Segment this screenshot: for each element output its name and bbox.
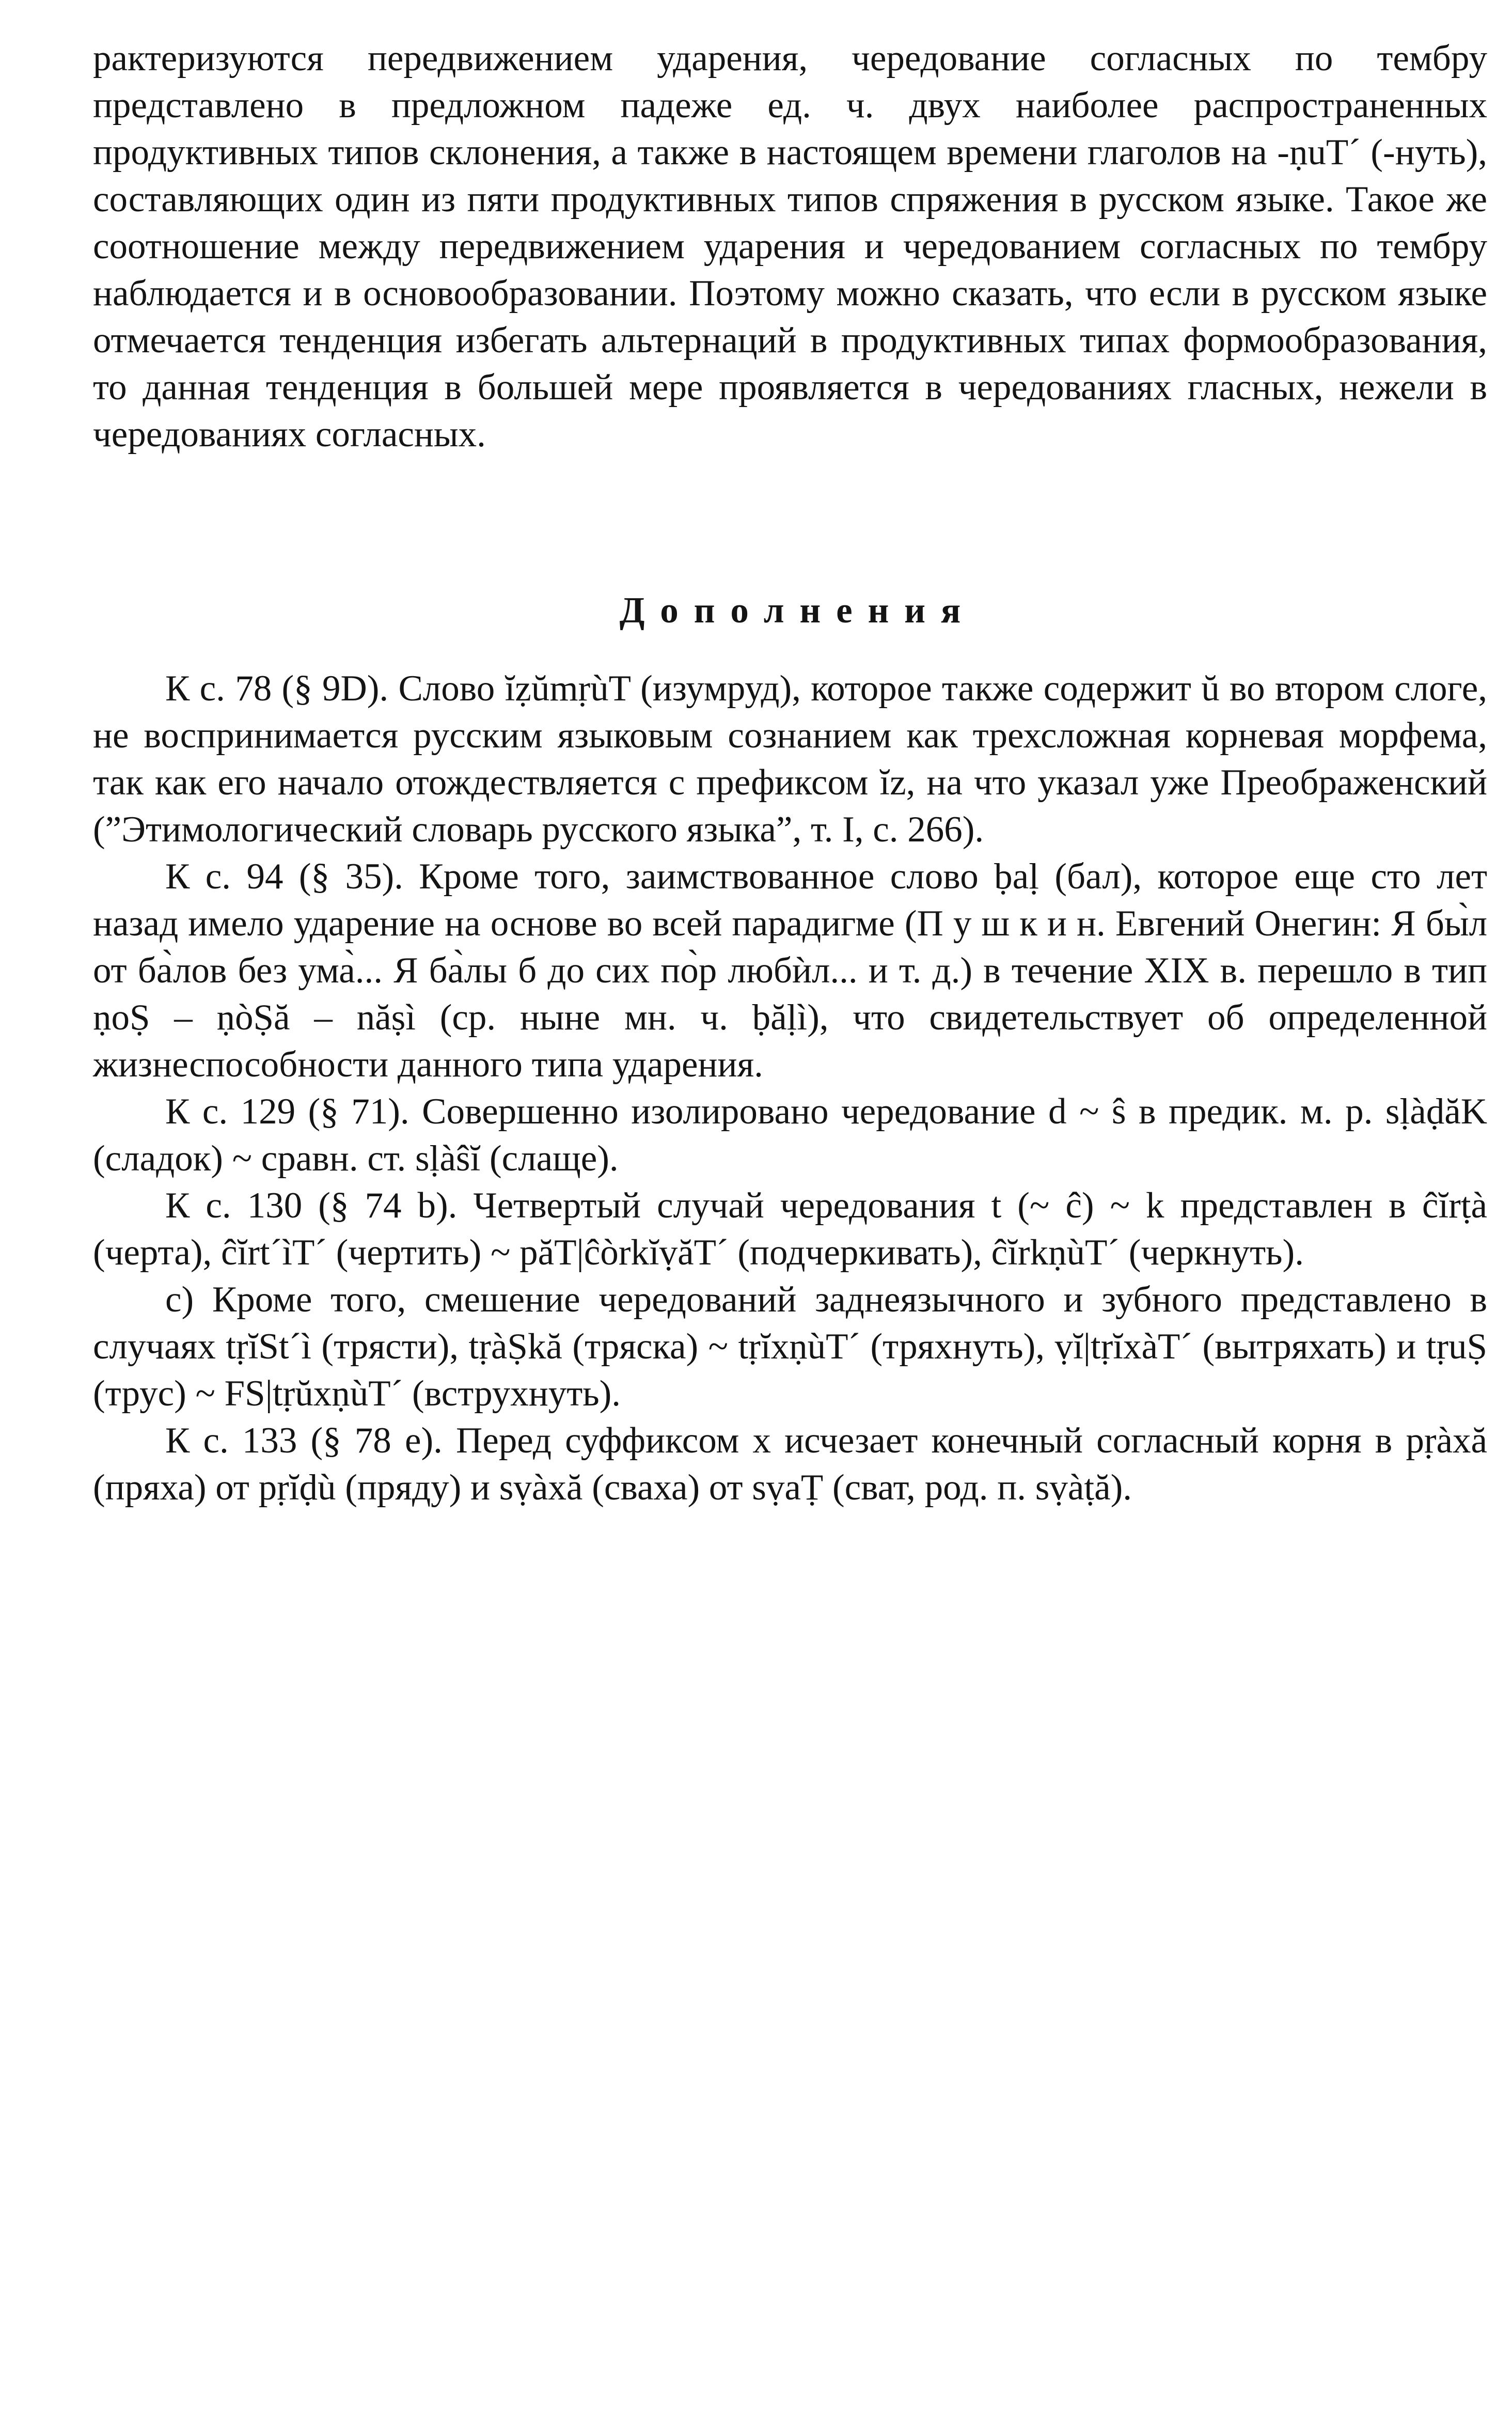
intro-paragraph: рактеризуются передвижением ударения, чередование согласных по тембру представлено в предложном падеже ед. ч. двух наиболее распространенных продуктивных типов склонения, а также в настоящем времени глаголов на -ṇuT´ (-нуть), составляющих один из пяти продуктивных типов спряжения в русском языке. Такое же соотношение между передвижением ударения и чередованием согласных по тембру наблюдается и в основообразовании. Поэтому можно сказать, что если в русском языке отмечается тенденция избегать альтернаций в продуктивных типах формообразования, то данная тенденция в большей мере проявляется в чередованиях гласных, нежели в чередованиях согласных. [93,38,1487,455]
supplement-paragraph-2: К с. 94 (§ 35). Кроме того, заимствованное слово ḅaḷ (бал), которое еще сто лет назад имело ударение на основе во всей парадигме (П у ш к и н. Евгений Онегин: Я бы̀л от ба̀лов без ума̀... Я ба̀лы б до сих по̀р любѝл... и т. д.) в течение XIX в. перешло в тип ṇoṢ – ṇòṢă – năṣì (ср. ныне мн. ч. ḅăḷì), что свидетельствует об определенной жизнеспособности данного типа ударения. [93,856,1487,1085]
supplement-paragraph-3: К с. 129 (§ 71). Совершенно изолировано чередование d ~ ŝ в предик. м. р. sḷàḍăK (сладок) ~ сравн. ст. sḷàŝĭ (слаще). [93,1091,1487,1179]
document-page [93,35,1487,1511]
supplements-section [93,665,1487,1511]
supplement-paragraph-1: К с. 78 (§ 9D). Слово ĭẓŭmṛùT (изумруд), которое также содержит ŭ во втором слоге, не воспринимается русским языковым сознанием как трехсложная корневая морфема, так как его начало отождествляется с префиксом ĭz, на что указал уже Преображенский (”Этимологический словарь русского языка”, т. I, с. 266). [93,668,1487,850]
supplement-paragraph-5: c) Кроме того, смешение чередований заднеязычного и зубного представлено в случаях tṛĭSt´ì (трясти), tṛàṢkă (тряска) ~ tṛĭxṇùT´ (тряхнуть), ṿĭ|tṛĭxàT´ (вытряхать) и tṛuṢ (трус) ~ FS|tṛŭxṇùT´ (вструхнуть). [93,1279,1487,1414]
section-heading: Дополнения [619,590,976,631]
supplement-paragraph-6: К с. 133 (§ 78 e). Перед суффиксом x исчезает конечный согласный корня в pṛàxă (пряха) от pṛĭḍù (пряду) и sṿàxă (сваха) от sṿaṬ (сват, род. п. sṿàṭă). [93,1420,1487,1508]
supplement-paragraph-4: К с. 130 (§ 74 b). Четвертый случай чередования t (~ ĉ) ~ k представлен в ĉĭrṭà (черта), ĉĭrt´ìT´ (чертить) ~ păT|ĉòrkĭṿăT´ (подчеркивать), ĉĭrkṇùT´ (черкнуть). [93,1185,1487,1273]
